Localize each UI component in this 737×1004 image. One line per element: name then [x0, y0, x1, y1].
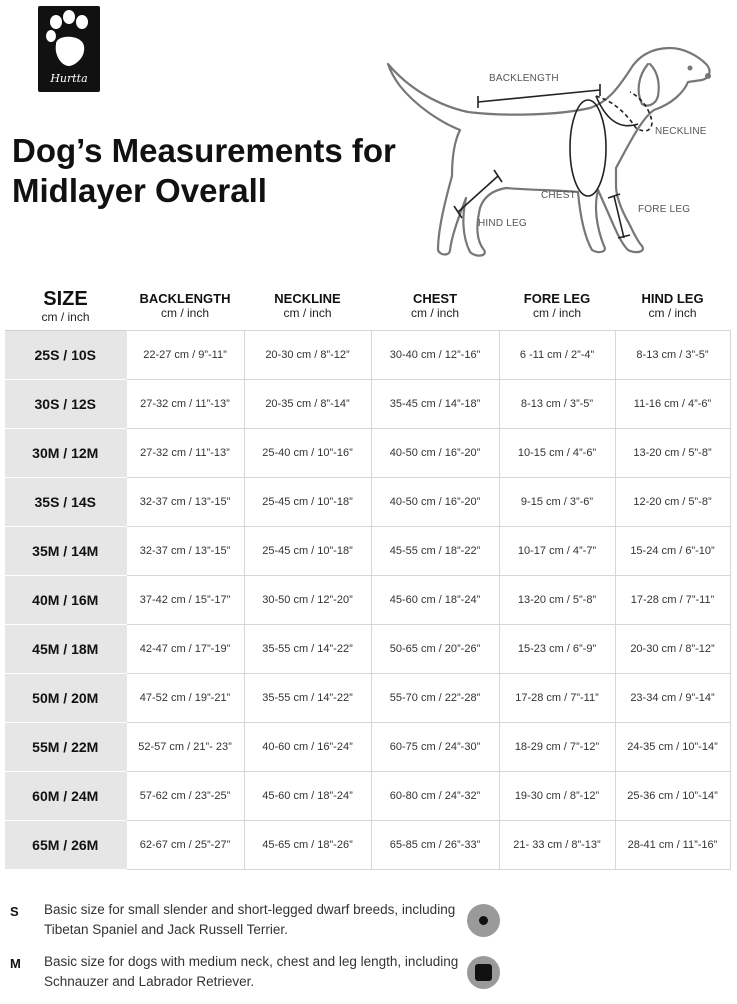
table-row: [5, 625, 730, 674]
dog-measurement-diagram: [380, 30, 725, 270]
fore-leg-cell: 9-15 cm / 3”-6”: [499, 478, 615, 527]
size-table: [5, 282, 731, 870]
chest-cell: 65-85 cm / 26”-33”: [371, 821, 499, 870]
label-backlength: BACKLENGTH: [489, 73, 559, 84]
table-row: [5, 527, 730, 576]
fore-leg-cell: 8-13 cm / 3”-5”: [499, 380, 615, 429]
size-cell: 35S / 14S: [5, 478, 126, 527]
note-small: [10, 900, 730, 952]
size-cell: 25S / 10S: [5, 331, 126, 380]
fore-leg-cell: 10-15 cm / 4”-6”: [499, 429, 615, 478]
header-chest: CHEST cm / inch: [410, 291, 459, 320]
neckline-cell: 20-30 cm / 8”-12”: [244, 331, 371, 380]
neckline-cell: 25-45 cm / 10”-18”: [244, 527, 371, 576]
label-chest: CHEST: [541, 190, 576, 201]
hind-leg-cell: 11-16 cm / 4”-6”: [615, 380, 730, 429]
title-line-2: Midlayer Overall: [12, 172, 267, 209]
dog-eye: [688, 66, 693, 71]
backlength-line: [478, 90, 600, 102]
backlength-cell: 27-32 cm / 11”-13”: [126, 429, 244, 478]
chest-cell: 35-45 cm / 14”-18”: [371, 380, 499, 429]
header-neckline: NECKLINE cm / inch: [274, 291, 341, 320]
size-cell: 60M / 24M: [5, 772, 126, 821]
note-text: Basic size for small slender and short-legged dwarf breeds, including Tibetan Spaniel and Jack Russell Terrier.: [44, 902, 456, 937]
size-cell: 30S / 12S: [5, 380, 126, 429]
header-hind-leg: HIND LEG cm / inch: [641, 291, 704, 320]
small-size-badge-icon: [467, 904, 500, 937]
hind-leg-cell: 23-34 cm / 9”-14”: [615, 674, 730, 723]
fore-leg-cell: 19-30 cm / 8”-12”: [499, 772, 615, 821]
table-row: [5, 723, 730, 772]
size-cell: 35M / 14M: [5, 527, 126, 576]
chest-cell: 30-40 cm / 12”-16”: [371, 331, 499, 380]
table-row: [5, 772, 730, 821]
neckline-cell: 35-55 cm / 14”-22”: [244, 674, 371, 723]
hind-leg-cell: 24-35 cm / 10”-14”: [615, 723, 730, 772]
neckline-cell: 30-50 cm / 12”-20”: [244, 576, 371, 625]
fore-leg-cell: 17-28 cm / 7”-11”: [499, 674, 615, 723]
chest-cell: 60-75 cm / 24”-30”: [371, 723, 499, 772]
table-row: [5, 478, 730, 527]
table-header-row: [5, 282, 730, 331]
fore-leg-cell: 10-17 cm / 4”-7”: [499, 527, 615, 576]
chest-cell: 45-60 cm / 18”-24”: [371, 576, 499, 625]
hind-leg-cell: 13-20 cm / 5”-8”: [615, 429, 730, 478]
title-line-1: Dog’s Measurements for: [12, 132, 396, 169]
size-cell: 40M / 16M: [5, 576, 126, 625]
chest-cell: 60-80 cm / 24”-32”: [371, 772, 499, 821]
table-row: [5, 674, 730, 723]
chest-cell: 55-70 cm / 22”-28”: [371, 674, 499, 723]
label-neckline: NECKLINE: [655, 126, 707, 137]
neckline-cell: 20-35 cm / 8”-14”: [244, 380, 371, 429]
chest-loop: [570, 100, 606, 196]
backlength-cell: 22-27 cm / 9”-11”: [126, 331, 244, 380]
note-text: Basic size for dogs with medium neck, chest and leg length, including Schnauzer and Labrador Retriever.: [44, 954, 459, 989]
page-title: [12, 131, 432, 211]
chest-cell: 40-50 cm / 16”-20”: [371, 429, 499, 478]
hurtta-logo: [38, 6, 100, 92]
size-cell: 55M / 22M: [5, 723, 126, 772]
neckline-cell: 35-55 cm / 14”-22”: [244, 625, 371, 674]
header-backlength: BACKLENGTH cm / inch: [139, 291, 231, 320]
chest-cell: 40-50 cm / 16”-20”: [371, 478, 499, 527]
fore-leg-cell: 6 -11 cm / 2”-4”: [499, 331, 615, 380]
table-row: [5, 821, 730, 870]
neckline-cell: 45-65 cm / 18”-26”: [244, 821, 371, 870]
hind-leg-cell: 20-30 cm / 8”-12”: [615, 625, 730, 674]
medium-size-badge-icon: [467, 956, 500, 989]
chest-cell: 45-55 cm / 18”-22”: [371, 527, 499, 576]
dog-ear: [639, 64, 659, 106]
header-size: SIZE cm / inch: [41, 287, 90, 324]
hind-leg-cell: 15-24 cm / 6”-10”: [615, 527, 730, 576]
size-cell: 65M / 26M: [5, 821, 126, 870]
table-row: [5, 331, 730, 380]
label-hind-leg: HIND LEG: [478, 218, 527, 229]
brand-name: Hurtta: [50, 72, 88, 85]
neckline-cell: 25-45 cm / 10”-18”: [244, 478, 371, 527]
backlength-cell: 42-47 cm / 17”-19”: [126, 625, 244, 674]
backlength-cell: 47-52 cm / 19”-21”: [126, 674, 244, 723]
note-letter: M: [10, 956, 21, 971]
table-row: [5, 380, 730, 429]
hind-leg-cell: 8-13 cm / 3”-5”: [615, 331, 730, 380]
size-cell: 45M / 18M: [5, 625, 126, 674]
neckline-cell: 45-60 cm / 18”-24”: [244, 772, 371, 821]
fore-leg-cell: 21- 33 cm / 8”-13”: [499, 821, 615, 870]
header-fore-leg: FORE LEG cm / inch: [523, 291, 591, 320]
backlength-cell: 27-32 cm / 11”-13”: [126, 380, 244, 429]
hind-leg-cell: 17-28 cm / 7”-11”: [615, 576, 730, 625]
backlength-cell: 62-67 cm / 25”-27”: [126, 821, 244, 870]
neckline-cell: 40-60 cm / 16”-24”: [244, 723, 371, 772]
size-cell: 50M / 20M: [5, 674, 126, 723]
backlength-cell: 57-62 cm / 23”-25”: [126, 772, 244, 821]
neckline-cell: 25-40 cm / 10”-16”: [244, 429, 371, 478]
table-row: [5, 429, 730, 478]
paw-icon: [38, 6, 100, 92]
chest-cell: 50-65 cm / 20”-26”: [371, 625, 499, 674]
note-letter: S: [10, 904, 19, 919]
table-row: [5, 576, 730, 625]
fore-leg-cell: 18-29 cm / 7”-12”: [499, 723, 615, 772]
dog-nose: [705, 73, 711, 79]
hind-leg-cell: 28-41 cm / 11”-16”: [615, 821, 730, 870]
backlength-cell: 37-42 cm / 15”-17”: [126, 576, 244, 625]
backlength-cell: 32-37 cm / 13”-15”: [126, 478, 244, 527]
label-fore-leg: FORE LEG: [638, 204, 691, 215]
size-notes: [10, 900, 730, 1004]
note-medium: [10, 952, 730, 1004]
fore-leg-cell: 15-23 cm / 6”-9”: [499, 625, 615, 674]
backlength-cell: 32-37 cm / 13”-15”: [126, 527, 244, 576]
hind-leg-cell: 25-36 cm / 10”-14”: [615, 772, 730, 821]
fore-leg-cell: 13-20 cm / 5”-8”: [499, 576, 615, 625]
hind-leg-cell: 12-20 cm / 5”-8”: [615, 478, 730, 527]
size-cell: 30M / 12M: [5, 429, 126, 478]
backlength-cell: 52-57 cm / 21”- 23”: [126, 723, 244, 772]
